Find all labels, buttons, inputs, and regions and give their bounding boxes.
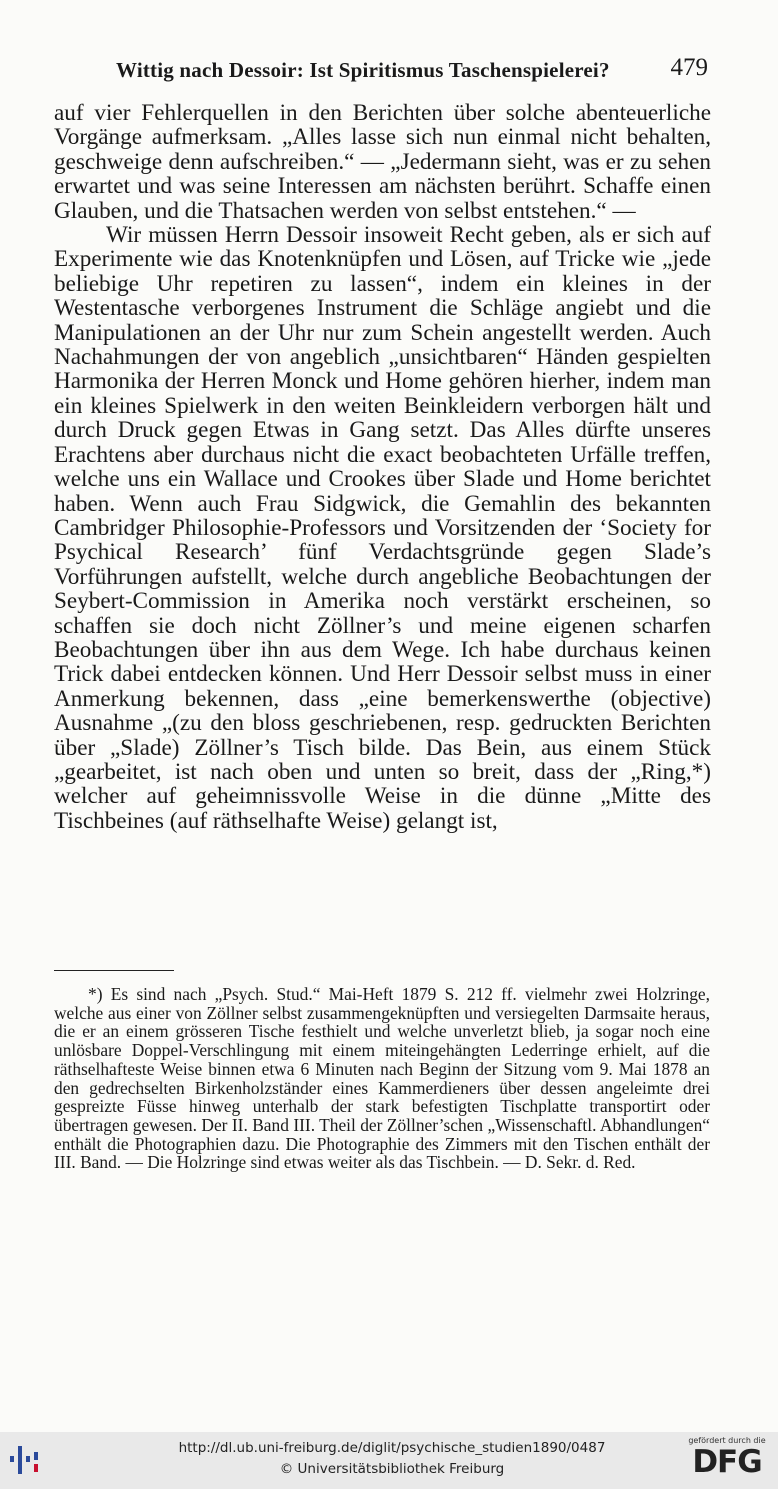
main-text	[54, 101, 711, 833]
paragraph-1: auf vier Fehlerquellen in den Berichten über solche abenteuerliche Vorgänge aufmerksam. „Alles lasse sich nun einmal nicht behalten, geschweige denn aufschreiben.“ — „Jedermann sieht, was er zu sehen erwartet und was seine Interessen am nächsten berührt. Schaffe einen Glauben, und die Thatsachen werden von selbst entstehen.“ —	[54, 100, 711, 224]
dfg-funder-logo	[686, 1436, 768, 1486]
funder-name: DFG	[692, 1444, 762, 1480]
ub-freiburg-logo-icon	[10, 1442, 40, 1478]
footnote: *) Es sind nach „Psych. Stud.“ Mai-Heft 1879 S. 212 ff. vielmehr zwei Holzringe, welche aus einer von Zöllner selbst zusammengeknüpften und versiegelten Darmsaite heraus, die er an einem grösseren Tische festhielt und welche unverletzt blieb, ja sogar noch eine unlösbare Doppel-Verschlingung mit einem miteingehängten Lederringe erhielt, auf die räthselhafteste Weise binnen etwa 6 Minuten nach Beginn der Sitzung vom 9. Mai 1878 an den gedrechselten Birkenholzständer eines Kammerdieners über dessen angeleimte drei gespreizte Füsse hinweg unterhalb der stark befestigten Tischplatte transportirt oder übertragen gewesen. Der II. Band III. Theil der Zöllner’schen „Wissenschaftl. Abhandlungen“ enthält die Photographien dazu. Die Photographie des Zimmers mit den Tischen enthält der III. Band. — Die Holzringe sind etwas weiter als das Tischbein. — D. Sekr. d. Red.	[54, 984, 710, 1173]
running-title: Wittig nach Dessoir: Ist Spiritismus Taschenspielerei?	[116, 58, 610, 82]
paragraph-2: Wir müssen Herrn Dessoir insoweit Recht geben, als er sich auf Experimente wie das Knotenknüpfen und Lösen, auf Tricke wie „jede beliebige Uhr repetiren zu lassen“, indem ein kleines in der Westentasche verborgenes Instrument die Schläge angiebt und die Manipulationen an der Uhr nur zum Schein angestellt werden. Auch Nachahmungen der von angeblich „unsichtbaren“ Händen gespielten Harmonika der Herren Monck und Home gehören hierher, indem man ein kleines Spielwerk in den weiten Beinkleidern verborgen hält und durch Druck gegen Etwas in Gang setzt. Das Alles dürfte unseres Erachtens aber durchaus nicht die exact beobachteten Urfälle treffen, welche uns ein Wallace und Crookes über Slade und Home berichtet haben. Wenn auch Frau Sidgwick, die Gemahlin des bekannten Cambridger Philosophie-Professors und Vorsitzenden der ‘Society for Psychical Research’ fünf Verdachtsgründe gegen Slade’s Vorführungen aufstellt, welche durch angebliche Beobachtungen der Seybert-Commission in Amerika noch verstärkt erscheinen, so schaffen sie doch nicht Zöllner’s und meine eigenen scharfen Beobachtungen über ihn aus dem Wege. Ich habe durchaus keinen Trick dabei entdecken können. Und Herr Dessoir selbst muss in einer Anmerkung bekennen, dass „eine bemerkenswerthe (objective) Ausnahme „(zu den bloss geschriebenen, resp. gedruckten Berichten über „Slade) Zöllner’s Tisch bilde. Das Bein, aus einem Stück „gearbeitet, ist nach oben und unten so breit, dass der „Ring,*) welcher auf geheimnissvolle Weise in die dünne „Mitte des Tischbeines (auf räthselhafte Weise) gelangt ist,	[54, 222, 711, 834]
viewer-footer-bar	[0, 1432, 778, 1489]
running-header	[116, 52, 712, 86]
copyright-notice: © Universitätsbibliothek Freiburg	[279, 1461, 505, 1477]
funder-label: gefördert durch die	[688, 1436, 766, 1445]
page-number: 479	[670, 54, 708, 81]
footnote-divider	[54, 970, 174, 971]
permalink-url[interactable]: http://dl.ub.uni-freiburg.de/diglit/psychische_studien1890/0487	[178, 1440, 606, 1456]
